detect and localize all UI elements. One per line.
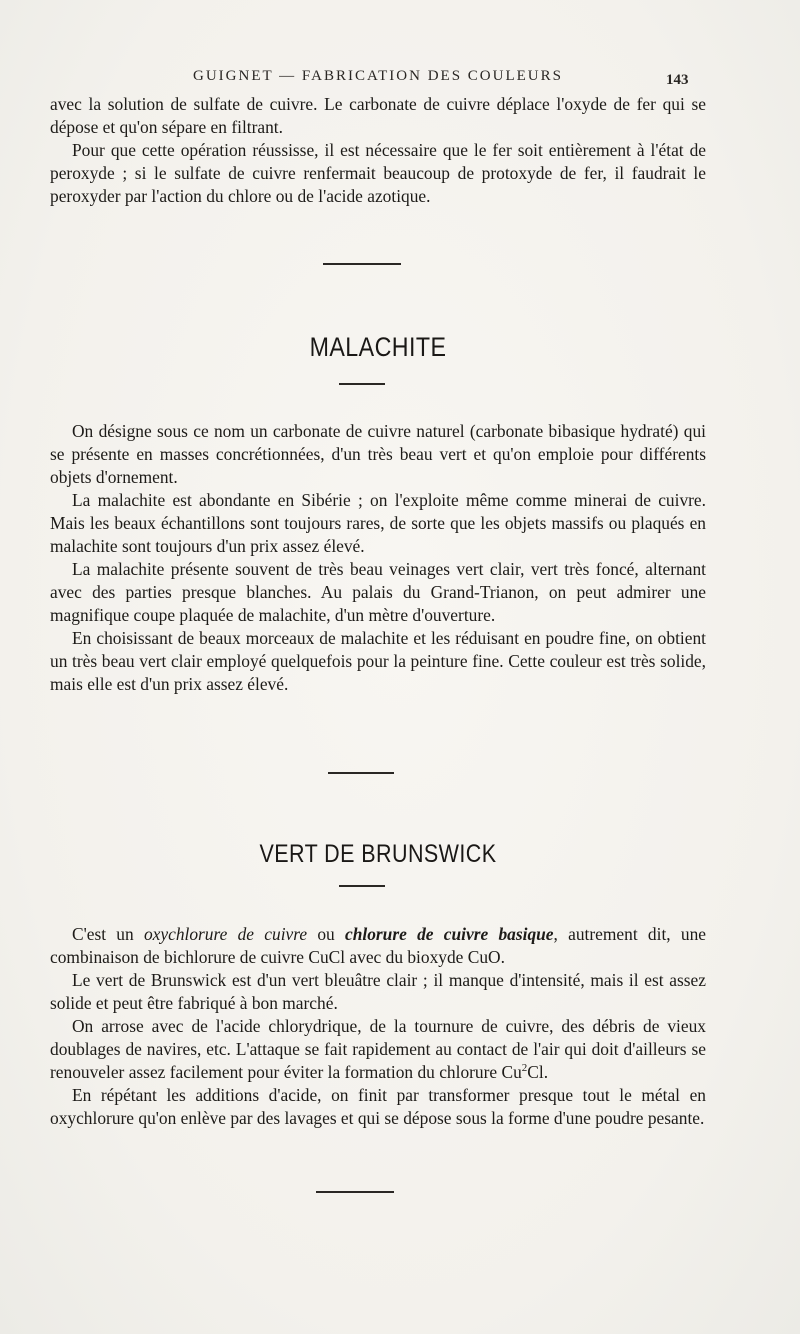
paragraph: En choisissant de beaux morceaux de malachite et les réduisant en poudre fine, on obtient un très beau vert clair employé quelquefois pour la peinture fine. Cette couleur est très solide, mais elle est d'un prix assez élevé. xyxy=(50,628,706,694)
paragraph: avec la solution de sulfate de cuivre. Le carbonate de cuivre déplace l'oxyde de fer qui se dépose et qu'on sépare en filtrant. xyxy=(50,94,706,137)
paragraph: La malachite présente souvent de très beau veinages vert clair, vert très foncé, alternant avec des parties presque blanches. Au palais du Grand-Trianon, on peut admirer une magnifique coupe plaquée de malachite, d'un mètre d'ouverture. xyxy=(50,559,706,625)
text-run: C'est un xyxy=(72,924,144,944)
section-title-brunswick: VERT DE BRUNSWICK xyxy=(259,840,497,868)
brunswick-text xyxy=(50,923,706,1130)
paragraph: Pour que cette opération réussisse, il est nécessaire que le fer soit entièrement à l'état de peroxyde ; si le sulfate de cuivre renfermait beaucoup de protoxyde de fer, il faudrait le peroxyder par l'action du chlore ou de l'acide azotique. xyxy=(50,140,706,206)
title-rule xyxy=(339,885,385,887)
paragraph: En répétant les additions d'acide, on finit par transformer presque tout le métal en oxychlorure qu'on enlève par des lavages et qui se dépose sous la forme d'une poudre pesante. xyxy=(50,1085,706,1128)
paragraph: Le vert de Brunswick est d'un vert bleuâtre clair ; il manque d'intensité, mais il est assez solide et peut être fabriqué à bon marché. xyxy=(50,970,706,1013)
paragraph: La malachite est abondante en Sibérie ; on l'exploite même comme minerai de cuivre. Mais les beaux échantillons sont toujours rares, de sorte que les objets massifs ou plaqués en malachite sont toujours d'un prix assez élevé. xyxy=(50,490,706,556)
text-run: , autrement dit, une combinaison de bichlorure de cuivre CuCl avec du bioxyde CuO. xyxy=(50,924,706,967)
section-divider xyxy=(316,1191,394,1193)
section-divider xyxy=(323,263,401,265)
title-rule xyxy=(339,383,385,385)
intro-text xyxy=(50,93,706,208)
page-number: 143 xyxy=(666,72,689,88)
text-run: On arrose avec de l'acide chlorydrique, de la tournure de cuivre, des débris de vieux doublages de navires, etc. L'attaque se fait rapidement au contact de l'air qui doit d'ailleurs se renouveler assez facilement pour éviter la formation du chlorure Cu xyxy=(50,1016,706,1082)
text-run: ou xyxy=(307,924,345,944)
term-oxychlorure: oxychlorure de cuivre xyxy=(143,924,308,944)
malachite-text xyxy=(50,420,706,696)
term-chlorure-basique: chlorure de cuivre basique xyxy=(345,924,554,944)
superscript: 2 xyxy=(521,1062,528,1075)
paragraph xyxy=(50,1015,706,1084)
paragraph xyxy=(50,923,706,969)
text-run: Cl. xyxy=(527,1062,549,1082)
section-divider xyxy=(328,772,394,774)
running-head: GUIGNET — FABRICATION DES COULEURS xyxy=(193,68,563,84)
paragraph: On désigne sous ce nom un carbonate de cuivre naturel (carbonate bibasique hydraté) qui se présente en masses concrétionnées, d'un très beau vert et qu'on emploie pour différents objets d'ornement. xyxy=(50,421,706,487)
section-title-malachite: MALACHITE xyxy=(309,332,447,362)
